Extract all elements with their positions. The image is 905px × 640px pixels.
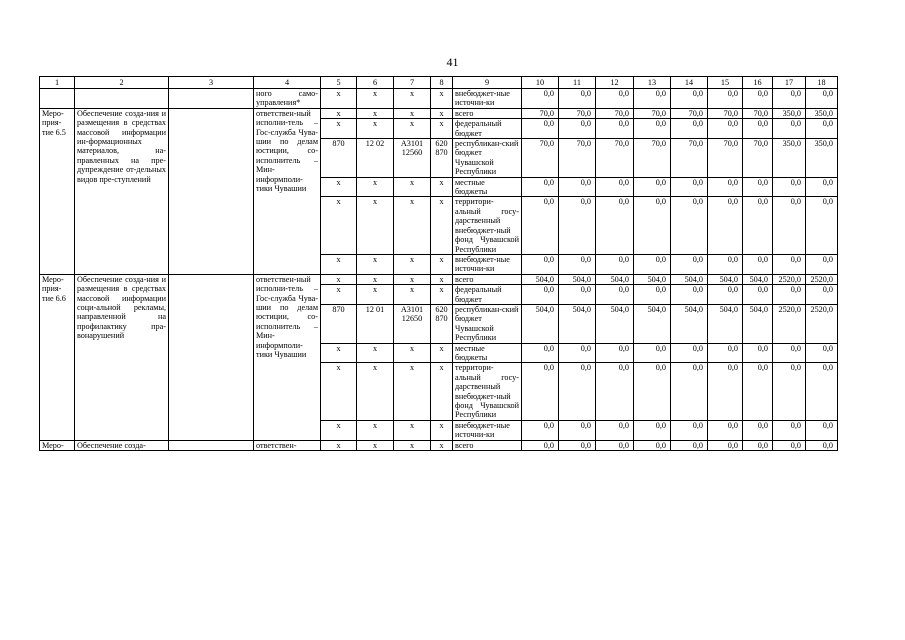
amount-cell: 0,0 bbox=[743, 440, 773, 450]
executor-cell: ного само-управления* bbox=[254, 89, 321, 109]
section-code-cell: x bbox=[357, 343, 394, 363]
column-number: 11 bbox=[559, 77, 596, 89]
amount-cell: 0,0 bbox=[806, 440, 838, 450]
amount-cell: 0,0 bbox=[671, 420, 708, 440]
amount-cell: 504,0 bbox=[671, 304, 708, 343]
funding-source-cell: внебюджет-ные источни-ки bbox=[453, 89, 522, 109]
amount-cell: 0,0 bbox=[708, 285, 743, 305]
gov-code-cell: x bbox=[321, 274, 357, 284]
amount-cell: 0,0 bbox=[522, 420, 559, 440]
amount-cell: 70,0 bbox=[708, 108, 743, 118]
target-article-cell: x bbox=[394, 363, 431, 420]
amount-cell: 0,0 bbox=[671, 363, 708, 420]
amount-cell: 70,0 bbox=[522, 139, 559, 178]
funding-source-cell: федеральный бюджет bbox=[453, 285, 522, 305]
column-number: 18 bbox=[806, 77, 838, 89]
column-number: 17 bbox=[773, 77, 806, 89]
amount-cell: 0,0 bbox=[773, 197, 806, 254]
amount-cell: 70,0 bbox=[596, 139, 634, 178]
gov-code-cell: x bbox=[321, 343, 357, 363]
amount-cell: 70,0 bbox=[708, 139, 743, 178]
target-article-cell: x bbox=[394, 119, 431, 139]
expense-type-cell: x bbox=[431, 89, 453, 109]
amount-cell: 0,0 bbox=[708, 197, 743, 254]
gov-code-cell: x bbox=[321, 285, 357, 305]
expense-type-cell: x bbox=[431, 119, 453, 139]
measure-code-cell: Меро-прия-тие 6.6 bbox=[40, 274, 75, 440]
amount-cell: 504,0 bbox=[559, 274, 596, 284]
amount-cell: 70,0 bbox=[559, 139, 596, 178]
amount-cell: 0,0 bbox=[671, 254, 708, 274]
amount-cell: 0,0 bbox=[559, 177, 596, 197]
amount-cell: 0,0 bbox=[634, 119, 671, 139]
expense-type-cell: x bbox=[431, 440, 453, 450]
measure-title-cell: Обеспечение созда-ния и размещения в средствах массовой информации ин-формационных материалов, на-правленных на пре-дупреждение от-дельных видов пре-ступлений bbox=[75, 108, 169, 274]
column-number: 2 bbox=[75, 77, 169, 89]
funding-source-cell: местные бюджеты bbox=[453, 343, 522, 363]
gov-code-cell: 870 bbox=[321, 304, 357, 343]
amount-cell: 0,0 bbox=[773, 363, 806, 420]
amount-cell: 0,0 bbox=[708, 343, 743, 363]
column-number: 12 bbox=[596, 77, 634, 89]
amount-cell: 0,0 bbox=[634, 285, 671, 305]
gov-code-cell: x bbox=[321, 363, 357, 420]
funding-source-cell: всего bbox=[453, 108, 522, 118]
expense-type-cell: 620 870 bbox=[431, 304, 453, 343]
gov-code-cell: x bbox=[321, 119, 357, 139]
section-code-cell: x bbox=[357, 89, 394, 109]
gov-code-cell: x bbox=[321, 420, 357, 440]
amount-cell: 0,0 bbox=[671, 285, 708, 305]
amount-cell: 504,0 bbox=[596, 304, 634, 343]
amount-cell: 0,0 bbox=[806, 177, 838, 197]
expense-type-cell: x bbox=[431, 285, 453, 305]
funding-source-cell: внебюджет-ные источни-ки bbox=[453, 254, 522, 274]
target-article-cell: x bbox=[394, 177, 431, 197]
expense-type-cell: x bbox=[431, 274, 453, 284]
amount-cell: 0,0 bbox=[559, 254, 596, 274]
measure-title-cell: Обеспечение созда- bbox=[75, 440, 169, 450]
column-number: 10 bbox=[522, 77, 559, 89]
amount-cell: 0,0 bbox=[708, 177, 743, 197]
target-article-cell: А3101 12560 bbox=[394, 139, 431, 178]
gov-code-cell: x bbox=[321, 254, 357, 274]
amount-cell: 70,0 bbox=[634, 139, 671, 178]
section-code-cell: x bbox=[357, 285, 394, 305]
gov-code-cell: x bbox=[321, 108, 357, 118]
amount-cell: 0,0 bbox=[559, 119, 596, 139]
amount-cell: 0,0 bbox=[806, 254, 838, 274]
amount-cell: 0,0 bbox=[708, 89, 743, 109]
executor-cell: ответствен- bbox=[254, 440, 321, 450]
amount-cell: 2520,0 bbox=[773, 274, 806, 284]
column-number: 16 bbox=[743, 77, 773, 89]
amount-cell: 2520,0 bbox=[806, 274, 838, 284]
empty-cell bbox=[169, 440, 254, 450]
column-number: 1 bbox=[40, 77, 75, 89]
page-number: 41 bbox=[446, 55, 459, 69]
expense-type-cell: x bbox=[431, 177, 453, 197]
amount-cell: 504,0 bbox=[559, 304, 596, 343]
funding-source-cell: территори-альный госу-дарственный внебюджет-ный фонд Чувашской Республики bbox=[453, 197, 522, 254]
amount-cell: 504,0 bbox=[634, 274, 671, 284]
funding-source-cell: республикан-ский бюджет Чувашской Республики bbox=[453, 139, 522, 178]
amount-cell: 0,0 bbox=[743, 343, 773, 363]
amount-cell: 0,0 bbox=[806, 363, 838, 420]
amount-cell: 0,0 bbox=[559, 440, 596, 450]
amount-cell: 0,0 bbox=[559, 363, 596, 420]
amount-cell: 0,0 bbox=[773, 177, 806, 197]
column-number: 3 bbox=[169, 77, 254, 89]
amount-cell: 0,0 bbox=[773, 420, 806, 440]
funding-source-cell: всего bbox=[453, 440, 522, 450]
amount-cell: 0,0 bbox=[743, 254, 773, 274]
column-number: 6 bbox=[357, 77, 394, 89]
funding-source-cell: территори-альный госу-дарственный внебюджет-ный фонд Чувашской Республики bbox=[453, 363, 522, 420]
amount-cell: 0,0 bbox=[773, 89, 806, 109]
amount-cell: 0,0 bbox=[559, 89, 596, 109]
table-row bbox=[40, 108, 838, 118]
amount-cell: 504,0 bbox=[671, 274, 708, 284]
amount-cell: 0,0 bbox=[743, 177, 773, 197]
funding-source-cell: федеральный бюджет bbox=[453, 119, 522, 139]
amount-cell: 0,0 bbox=[773, 343, 806, 363]
table-row bbox=[40, 89, 838, 109]
amount-cell: 0,0 bbox=[671, 119, 708, 139]
column-number: 8 bbox=[431, 77, 453, 89]
code-cell bbox=[40, 89, 75, 109]
amount-cell: 0,0 bbox=[708, 119, 743, 139]
target-article-cell: x bbox=[394, 420, 431, 440]
section-code-cell: x bbox=[357, 177, 394, 197]
amount-cell: 0,0 bbox=[708, 363, 743, 420]
amount-cell: 70,0 bbox=[743, 139, 773, 178]
expense-type-cell: x bbox=[431, 363, 453, 420]
expense-type-cell: x bbox=[431, 254, 453, 274]
title-cell bbox=[75, 89, 169, 109]
amount-cell: 2520,0 bbox=[806, 304, 838, 343]
section-code-cell: x bbox=[357, 363, 394, 420]
amount-cell: 0,0 bbox=[522, 285, 559, 305]
column-number: 5 bbox=[321, 77, 357, 89]
amount-cell: 0,0 bbox=[634, 343, 671, 363]
amount-cell: 0,0 bbox=[743, 285, 773, 305]
gov-code-cell: 870 bbox=[321, 139, 357, 178]
gov-code-cell: x bbox=[321, 197, 357, 254]
amount-cell: 0,0 bbox=[634, 440, 671, 450]
amount-cell: 70,0 bbox=[671, 139, 708, 178]
amount-cell: 70,0 bbox=[671, 108, 708, 118]
amount-cell: 0,0 bbox=[708, 254, 743, 274]
column-number: 14 bbox=[671, 77, 708, 89]
column-number: 13 bbox=[634, 77, 671, 89]
executor-cell: ответствен-ный исполни-тель – Гос-служба Чува-шии по делам юстиции, со-исполнитель – Мин-информполи-тики Чувашии bbox=[254, 108, 321, 274]
funding-source-cell: местные бюджеты bbox=[453, 177, 522, 197]
amount-cell: 0,0 bbox=[522, 89, 559, 109]
column-number: 9 bbox=[453, 77, 522, 89]
amount-cell: 0,0 bbox=[671, 197, 708, 254]
funding-source-cell: внебюджет-ные источни-ки bbox=[453, 420, 522, 440]
measure-code-cell: Меро-прия-тие 6.5 bbox=[40, 108, 75, 274]
amount-cell: 0,0 bbox=[522, 254, 559, 274]
amount-cell: 0,0 bbox=[522, 197, 559, 254]
amount-cell: 0,0 bbox=[596, 89, 634, 109]
amount-cell: 70,0 bbox=[743, 108, 773, 118]
section-code-cell: x bbox=[357, 420, 394, 440]
amount-cell: 2520,0 bbox=[773, 304, 806, 343]
amount-cell: 504,0 bbox=[634, 304, 671, 343]
gov-code-cell: x bbox=[321, 89, 357, 109]
amount-cell: 0,0 bbox=[634, 420, 671, 440]
amount-cell: 0,0 bbox=[806, 197, 838, 254]
amount-cell: 0,0 bbox=[522, 343, 559, 363]
target-article-cell: x bbox=[394, 343, 431, 363]
funding-source-cell: всего bbox=[453, 274, 522, 284]
empty-cell bbox=[169, 274, 254, 440]
amount-cell: 0,0 bbox=[634, 177, 671, 197]
amount-cell: 0,0 bbox=[596, 440, 634, 450]
section-code-cell: x bbox=[357, 440, 394, 450]
target-article-cell: x bbox=[394, 197, 431, 254]
target-article-cell: x bbox=[394, 89, 431, 109]
amount-cell: 0,0 bbox=[806, 420, 838, 440]
section-code-cell: 12 02 bbox=[357, 139, 394, 178]
amount-cell: 0,0 bbox=[773, 440, 806, 450]
target-article-cell: x bbox=[394, 274, 431, 284]
expense-type-cell: x bbox=[431, 197, 453, 254]
amount-cell: 350,0 bbox=[806, 108, 838, 118]
section-code-cell: x bbox=[357, 119, 394, 139]
empty-cell bbox=[169, 108, 254, 274]
amount-cell: 350,0 bbox=[806, 139, 838, 178]
amount-cell: 0,0 bbox=[806, 285, 838, 305]
amount-cell: 0,0 bbox=[559, 197, 596, 254]
column-number-row bbox=[40, 77, 838, 89]
empty-cell bbox=[169, 89, 254, 109]
amount-cell: 0,0 bbox=[773, 254, 806, 274]
amount-cell: 350,0 bbox=[773, 108, 806, 118]
section-code-cell: x bbox=[357, 108, 394, 118]
target-article-cell: x bbox=[394, 254, 431, 274]
amount-cell: 0,0 bbox=[559, 285, 596, 305]
amount-cell: 0,0 bbox=[708, 420, 743, 440]
amount-cell: 350,0 bbox=[773, 139, 806, 178]
amount-cell: 0,0 bbox=[743, 197, 773, 254]
amount-cell: 504,0 bbox=[708, 274, 743, 284]
amount-cell: 0,0 bbox=[522, 177, 559, 197]
target-article-cell: А3101 12650 bbox=[394, 304, 431, 343]
amount-cell: 0,0 bbox=[596, 177, 634, 197]
amount-cell: 0,0 bbox=[743, 420, 773, 440]
amount-cell: 70,0 bbox=[559, 108, 596, 118]
target-article-cell: x bbox=[394, 440, 431, 450]
amount-cell: 70,0 bbox=[634, 108, 671, 118]
target-article-cell: x bbox=[394, 285, 431, 305]
amount-cell: 504,0 bbox=[743, 304, 773, 343]
amount-cell: 0,0 bbox=[596, 420, 634, 440]
expense-type-cell: 620 870 bbox=[431, 139, 453, 178]
amount-cell: 0,0 bbox=[522, 119, 559, 139]
amount-cell: 0,0 bbox=[671, 177, 708, 197]
column-number: 7 bbox=[394, 77, 431, 89]
amount-cell: 0,0 bbox=[596, 254, 634, 274]
amount-cell: 0,0 bbox=[773, 285, 806, 305]
amount-cell: 0,0 bbox=[743, 89, 773, 109]
amount-cell: 70,0 bbox=[522, 108, 559, 118]
expense-type-cell: x bbox=[431, 108, 453, 118]
amount-cell: 0,0 bbox=[671, 343, 708, 363]
section-code-cell: x bbox=[357, 274, 394, 284]
amount-cell: 0,0 bbox=[596, 363, 634, 420]
amount-cell: 504,0 bbox=[743, 274, 773, 284]
table-row bbox=[40, 274, 838, 284]
amount-cell: 0,0 bbox=[806, 89, 838, 109]
budget-table bbox=[39, 76, 838, 451]
column-number: 4 bbox=[254, 77, 321, 89]
amount-cell: 0,0 bbox=[634, 254, 671, 274]
amount-cell: 0,0 bbox=[522, 440, 559, 450]
amount-cell: 0,0 bbox=[708, 440, 743, 450]
table-row bbox=[40, 440, 838, 450]
amount-cell: 504,0 bbox=[596, 274, 634, 284]
amount-cell: 0,0 bbox=[743, 363, 773, 420]
executor-cell: ответствен-ный исполни-тель – Гос-служба Чува-шии по делам юстиции, со-исполнитель – Мин-информполи-тики Чувашии bbox=[254, 274, 321, 440]
amount-cell: 0,0 bbox=[806, 119, 838, 139]
amount-cell: 0,0 bbox=[559, 343, 596, 363]
gov-code-cell: x bbox=[321, 440, 357, 450]
amount-cell: 0,0 bbox=[596, 343, 634, 363]
amount-cell: 504,0 bbox=[522, 274, 559, 284]
expense-type-cell: x bbox=[431, 420, 453, 440]
amount-cell: 0,0 bbox=[634, 89, 671, 109]
amount-cell: 0,0 bbox=[671, 89, 708, 109]
amount-cell: 504,0 bbox=[522, 304, 559, 343]
amount-cell: 0,0 bbox=[596, 285, 634, 305]
section-code-cell: 12 01 bbox=[357, 304, 394, 343]
measure-code-cell: Меро- bbox=[40, 440, 75, 450]
amount-cell: 504,0 bbox=[708, 304, 743, 343]
section-code-cell: x bbox=[357, 254, 394, 274]
amount-cell: 0,0 bbox=[522, 363, 559, 420]
column-number: 15 bbox=[708, 77, 743, 89]
target-article-cell: x bbox=[394, 108, 431, 118]
section-code-cell: x bbox=[357, 197, 394, 254]
amount-cell: 0,0 bbox=[773, 119, 806, 139]
amount-cell: 0,0 bbox=[559, 420, 596, 440]
amount-cell: 0,0 bbox=[743, 119, 773, 139]
amount-cell: 0,0 bbox=[634, 363, 671, 420]
amount-cell: 0,0 bbox=[634, 197, 671, 254]
amount-cell: 0,0 bbox=[596, 119, 634, 139]
amount-cell: 70,0 bbox=[596, 108, 634, 118]
amount-cell: 0,0 bbox=[596, 197, 634, 254]
amount-cell: 0,0 bbox=[806, 343, 838, 363]
gov-code-cell: x bbox=[321, 177, 357, 197]
funding-source-cell: республикан-ский бюджет Чувашской Республики bbox=[453, 304, 522, 343]
measure-title-cell: Обеспечение созда-ния и размещения в средствах массовой информации соци-альной рекламы, направленной на профилактику пра-вонарушений bbox=[75, 274, 169, 440]
amount-cell: 0,0 bbox=[671, 440, 708, 450]
expense-type-cell: x bbox=[431, 343, 453, 363]
